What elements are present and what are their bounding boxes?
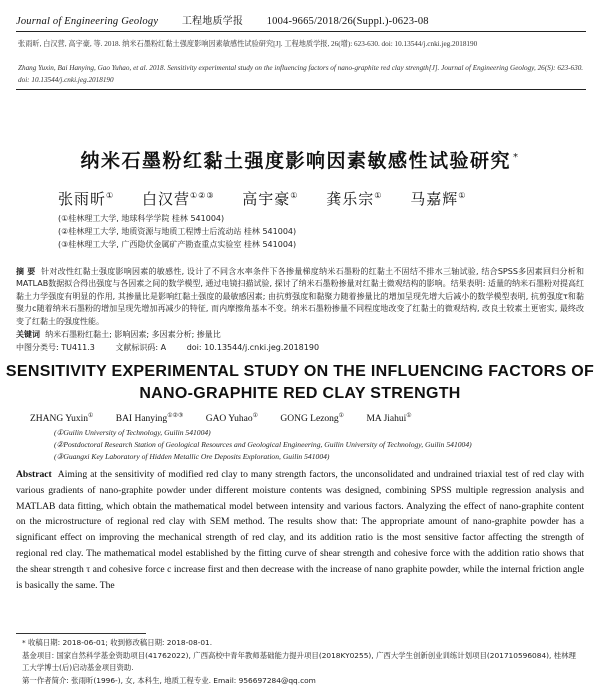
affiliation-en-2: (②Postdoctoral Research Station of Geological Resources and Geological Engineering, Guilin University of Technology, Guilin 541004)	[54, 440, 472, 449]
footnote-rule	[16, 633, 146, 634]
title-cn-text: 纳米石墨粉红黏土强度影响因素敏感性试验研究	[80, 150, 511, 172]
footnote-received: * 收稿日期: 2018-06-01; 收到修改稿日期: 2018-08-01.	[22, 638, 213, 647]
author-cn: 马嘉辉①	[410, 190, 467, 208]
keywords-cn-text: 纳米石墨粉红黏土; 影响因素; 多因素分析; 掺量比	[45, 330, 221, 339]
author-list-en	[30, 412, 432, 424]
keywords-cn	[16, 329, 584, 340]
citation-rule	[16, 89, 586, 90]
citation-en: Zhang Yuxin, Bai Hanying, Gao Yuhao, et al. 2018. Sensitivity experimental study on the influencing factors of nano-graphite red clay strength[J]. Journal of Engineering Geology, 26(S): 623-630. doi: 10.13544/j.cnki.jeg.2018190	[18, 64, 584, 85]
footnote-funding: 基金项目: 国家自然科学基金资助项目(41762022), 广西高校中青年教师基础能力提升项目(2018KY0255), 广西大学生创新创业训练计划项目(201710596084), 桂林理工大学博士(后)启动基金项目资助.	[22, 651, 576, 672]
author-en: BAI Hanying①②③	[115, 413, 184, 425]
author-en: GONG Lezong①	[280, 413, 345, 425]
running-header	[16, 12, 586, 27]
classification-cn	[16, 342, 584, 353]
affiliation-en-1: (①Guilin University of Technology, Guilin 541004)	[54, 428, 211, 437]
issn-info: 1004-9665/2018/26(Suppl.)-0623-08	[266, 16, 429, 27]
abstract-cn	[16, 266, 584, 328]
abstract-en-text: Aiming at the sensitivity of modified red clay to many strength factors, the unconsolidated and undrained triaxial test of red clay with various gradients of nano-graphite powder under different moisture contents was designed, combining SPSS multiple regression analysis and MATLAB data fitting, which obtain the mathematical model between intensity and various factors. Analyzing the effect of nano-graphite content on the microstructure of regional red clay with SEM method. The results show that: The appropriate amount of nano-graphite powder has a significant effect on improving the mechanical strength of red clay, and its addition ratio is the most sensitive factor affecting the strength of regional red clay. The mathematical model established by the fitting curve of shear strength and cohesive force with the addition ratio shows that the shear strength τ and cohesive force c increase first and then decrease with the increase of nano graphite powder, while the internal friction angle is basically the same. The	[16, 469, 584, 591]
affiliation-cn-2: (②桂林理工大学, 地质资源与地质工程博士后流动站 桂林 541004)	[58, 227, 297, 236]
journal-name-cn: 工程地质学报	[181, 16, 244, 27]
clc-number: 中图分类号: TU411.3	[16, 343, 95, 352]
abstract-en-label: Abstract	[16, 469, 52, 480]
author-cn: 白汉营①②③	[141, 190, 215, 208]
affiliation-cn-3: (③桂林理工大学, 广西隐伏金属矿产勘查重点实验室 桂林 541004)	[58, 240, 297, 249]
author-en: GAO Yuhao①	[205, 413, 258, 425]
author-cn: 龚乐宗①	[326, 190, 383, 208]
affiliation-cn-1: (①桂林理工大学, 地球科学学院 桂林 541004)	[58, 214, 225, 223]
abstract-en	[16, 467, 584, 593]
abstract-cn-label: 摘 要	[16, 267, 36, 276]
author-cn: 张雨昕①	[58, 190, 115, 208]
keywords-cn-label: 关键词	[16, 330, 40, 339]
author-list-cn	[58, 188, 488, 209]
page-title-en: SENSITIVITY EXPERIMENTAL STUDY ON THE INFLUENCING FACTORS OF NANO-GRAPHITE RED CLAY STRENGTH	[5, 363, 595, 402]
abstract-cn-text: 针对改性红黏土强度影响因素的敏感性, 设计了不同含水率条件下各掺量梯度纳米石墨粉的红黏土不固结不排水三轴试验, 结合SPSS多因素回归分析和MATLAB数据拟合得出强度与各因素之间的数学模型, 通过电镜扫描试验, 探讨了纳米石墨粉掺量对红黏土微观结构的影响。结果表明: 适量的纳米石墨粉对提高红黏土力学强度有明显的作用, 其掺量比是影响红黏土强度的最敏感因素; 由抗剪强度和黏聚力随着掺量比的增加呈现先增大后减小的数学模型表明, 抗剪强度τ和黏聚力c随着纳米石墨粉的增加呈现先增加再减少的特征, 而内摩擦角基本不变。纳米石墨粉掺量不同程度地改变了红黏土的微观结构, 改良土较素土更密实, 最终改变了红黏土的强度性能。	[16, 267, 584, 326]
author-en: MA Jiahui①	[366, 413, 412, 425]
footnote-author-bio: 第一作者简介: 张雨昕(1996-), 女, 本科生, 地质工程专业. Email: 956697284@qq.com	[22, 676, 316, 685]
title-cn-mark: *	[513, 151, 520, 163]
document-code: 文献标识码: A	[115, 343, 167, 352]
journal-name: Journal of Engineering Geology	[16, 16, 159, 27]
header-rule	[16, 31, 586, 32]
page-title-cn	[0, 146, 600, 173]
author-en: ZHANG Yuxin①	[30, 413, 94, 425]
affiliation-en-3: (③Guangxi Key Laboratory of Hidden Metallic Ore Deposits Exploration, Guilin 541004)	[54, 452, 330, 461]
citation-cn: 张雨昕, 白汉营, 高宇豪, 等. 2018. 纳米石墨粉红黏土强度影响因素敏感性试验研究[J]. 工程地质学报, 26(增): 623-630. doi: 10.13544/j.cnki.jeg.2018190	[18, 40, 478, 48]
author-cn: 高宇豪①	[242, 190, 299, 208]
doi-text: doi: 10.13544/j.cnki.jeg.2018190	[186, 343, 320, 352]
